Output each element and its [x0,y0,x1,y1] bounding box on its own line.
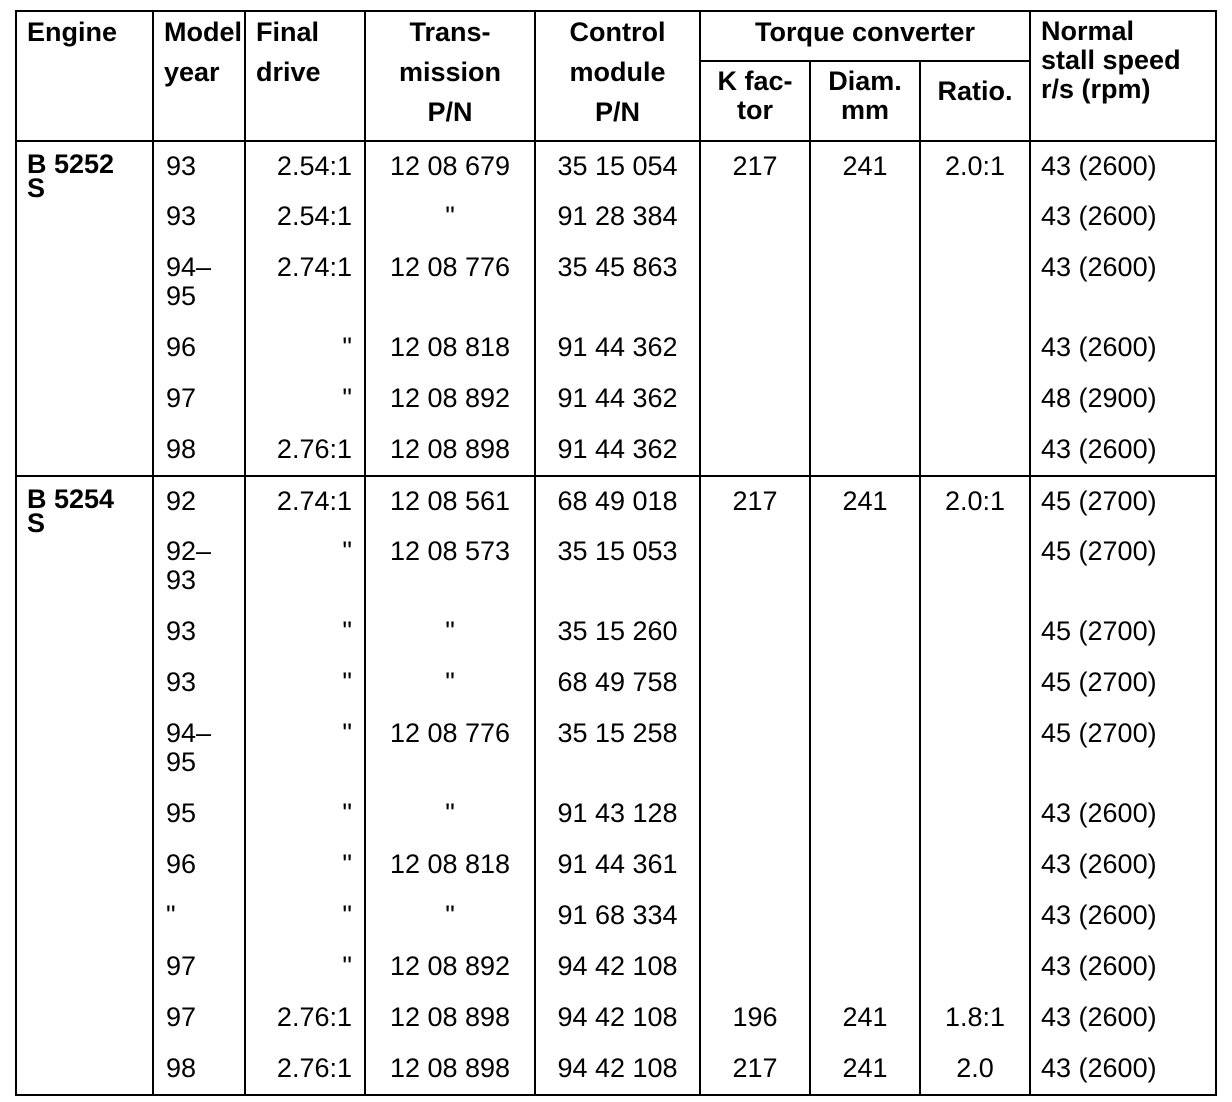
cell-final-drive: 2.74:1 [245,243,365,323]
cell-stall-speed: 43 (2600) [1030,141,1216,192]
cell-k-factor: 196 [700,993,810,1044]
cell-model-year: 97 [153,942,245,993]
table-row [16,942,1216,993]
header-diameter-line-1: Diam. [828,66,902,96]
cell-diameter [810,789,920,840]
table-row [16,527,1216,607]
cell-k-factor [700,709,810,789]
header-final-drive-line-2: drive [256,57,321,87]
cell-model-year-line: 94– [166,252,212,282]
cell-final-drive: 2.76:1 [245,993,365,1044]
table-row [16,243,1216,323]
cell-final-drive: 2.54:1 [245,192,365,243]
header-control-module-line-2: module [569,57,666,87]
cell-transmission: " [365,891,535,942]
cell-transmission: 12 08 898 [365,1044,535,1095]
cell-final-drive: " [245,789,365,840]
cell-stall-speed: 43 (2600) [1030,425,1216,476]
cell-k-factor [700,789,810,840]
header-diameter-line-2: mm [840,95,889,125]
cell-final-drive: " [245,374,365,425]
cell-transmission: 12 08 898 [365,993,535,1044]
cell-model-year-line: 92– [166,536,212,566]
cell-control-module: 91 28 384 [535,192,700,243]
cell-diameter [810,527,920,607]
cell-model-year: 93 [153,607,245,658]
cell-diameter [810,709,920,789]
cell-control-module: 94 42 108 [535,942,700,993]
cell-transmission: 12 08 892 [365,374,535,425]
cell-transmission: " [365,789,535,840]
table-row [16,192,1216,243]
cell-control-module: 91 43 128 [535,789,700,840]
cell-control-module: 91 68 334 [535,891,700,942]
header-control-module [535,11,700,141]
cell-diameter: 241 [810,993,920,1044]
header-stall-speed-line-1: Normal [1041,16,1135,46]
cell-final-drive: " [245,891,365,942]
header-k-factor [700,61,810,141]
cell-ratio: 2.0:1 [920,141,1030,192]
cell-model-year: 97 [153,993,245,1044]
cell-model-year-line: 95 [166,281,197,311]
cell-stall-speed: 43 (2600) [1030,323,1216,374]
cell-ratio [920,527,1030,607]
cell-ratio: 2.0:1 [920,476,1030,527]
cell-ratio [920,709,1030,789]
cell-k-factor [700,891,810,942]
cell-control-module: 35 45 863 [535,243,700,323]
header-stall-speed-line-2: stall speed [1041,45,1181,75]
cell-final-drive: " [245,840,365,891]
header-transmission [365,11,535,141]
header-model-year-line-1: Model [164,17,242,47]
cell-model-year [153,243,245,323]
header-k-factor-line-2: tor [737,95,773,125]
cell-control-module: 94 42 108 [535,1044,700,1095]
cell-stall-speed: 43 (2600) [1030,891,1216,942]
cell-diameter [810,243,920,323]
cell-ratio: 1.8:1 [920,993,1030,1044]
cell-diameter [810,192,920,243]
cell-model-year: 93 [153,141,245,192]
cell-transmission: 12 08 561 [365,476,535,527]
header-engine-label: Engine [27,17,118,47]
cell-k-factor [700,323,810,374]
cell-k-factor [700,840,810,891]
engine-label-line: S [27,508,46,538]
cell-k-factor [700,942,810,993]
cell-diameter [810,658,920,709]
cell-ratio [920,840,1030,891]
cell-model-year: 93 [153,658,245,709]
cell-ratio [920,789,1030,840]
cell-diameter: 241 [810,141,920,192]
header-stall-speed-line-3: r/s (rpm) [1041,74,1151,104]
cell-ratio [920,942,1030,993]
cell-final-drive: 2.76:1 [245,1044,365,1095]
cell-diameter [810,840,920,891]
cell-final-drive: 2.76:1 [245,425,365,476]
cell-stall-speed: 45 (2700) [1030,607,1216,658]
cell-final-drive: " [245,709,365,789]
cell-model-year: 96 [153,840,245,891]
transmission-spec-table [15,10,1217,1096]
cell-model-year-line: 93 [166,565,197,595]
cell-model-year: 93 [153,192,245,243]
cell-k-factor [700,527,810,607]
cell-diameter [810,323,920,374]
header-torque-converter [700,11,1030,61]
cell-transmission: 12 08 818 [365,323,535,374]
cell-model-year: 98 [153,425,245,476]
cell-control-module: 35 15 054 [535,141,700,192]
cell-stall-speed: 43 (2600) [1030,993,1216,1044]
cell-final-drive: " [245,607,365,658]
table-row [16,840,1216,891]
cell-ratio [920,658,1030,709]
header-control-module-line-1: Control [569,17,666,47]
cell-diameter [810,891,920,942]
header-transmission-line-1: Trans- [409,17,491,47]
cell-ratio: 2.0 [920,1044,1030,1095]
cell-final-drive: 2.74:1 [245,476,365,527]
cell-diameter [810,374,920,425]
cell-ratio [920,374,1030,425]
cell-diameter [810,607,920,658]
cell-transmission: " [365,192,535,243]
cell-final-drive: 2.54:1 [245,141,365,192]
cell-control-module: 35 15 258 [535,709,700,789]
cell-ratio [920,323,1030,374]
table-row [16,141,1216,192]
cell-control-module: 91 44 362 [535,374,700,425]
cell-stall-speed: 45 (2700) [1030,709,1216,789]
cell-model-year: 96 [153,323,245,374]
cell-control-module: 91 44 362 [535,323,700,374]
header-transmission-line-3: P/N [427,97,473,127]
cell-k-factor [700,607,810,658]
table-row [16,658,1216,709]
header-k-factor-line-1: K fac- [717,66,793,96]
cell-final-drive: " [245,658,365,709]
cell-control-module: 68 49 758 [535,658,700,709]
cell-model-year: 95 [153,789,245,840]
cell-transmission: " [365,658,535,709]
cell-transmission: 12 08 892 [365,942,535,993]
header-final-drive [245,11,365,141]
table-row [16,607,1216,658]
cell-engine [16,141,153,476]
cell-transmission: 12 08 776 [365,243,535,323]
cell-stall-speed: 45 (2700) [1030,527,1216,607]
header-ratio [920,61,1030,141]
cell-final-drive: " [245,527,365,607]
cell-transmission: 12 08 573 [365,527,535,607]
table-row [16,891,1216,942]
cell-final-drive: " [245,942,365,993]
cell-transmission: " [365,607,535,658]
cell-control-module: 68 49 018 [535,476,700,527]
engine-label-line: B 5252 [27,149,115,179]
header-engine [16,11,153,141]
cell-stall-speed: 43 (2600) [1030,840,1216,891]
header-diameter [810,61,920,141]
cell-control-module: 94 42 108 [535,993,700,1044]
cell-control-module: 35 15 260 [535,607,700,658]
cell-stall-speed: 48 (2900) [1030,374,1216,425]
header-ratio-label: Ratio. [937,76,1013,106]
engine-label-line: S [27,173,46,203]
header-control-module-line-3: P/N [594,97,640,127]
cell-transmission: 12 08 818 [365,840,535,891]
cell-model-year-line: 94– [166,718,212,748]
cell-k-factor [700,374,810,425]
cell-k-factor [700,425,810,476]
engine-label-line: B 5254 [27,484,115,514]
cell-model-year [153,709,245,789]
table-body [16,141,1216,1095]
cell-ratio [920,425,1030,476]
cell-stall-speed: 43 (2600) [1030,789,1216,840]
cell-final-drive: " [245,323,365,374]
cell-k-factor: 217 [700,141,810,192]
cell-ratio [920,192,1030,243]
cell-stall-speed: 43 (2600) [1030,1044,1216,1095]
table-row [16,789,1216,840]
cell-diameter [810,942,920,993]
header-torque-converter-label: Torque converter [754,17,976,47]
cell-k-factor: 217 [700,476,810,527]
cell-model-year-line: 95 [166,747,197,777]
cell-stall-speed: 43 (2600) [1030,243,1216,323]
cell-model-year: 92 [153,476,245,527]
table-row [16,476,1216,527]
cell-diameter [810,425,920,476]
header-stall-speed [1030,11,1216,141]
cell-control-module: 91 44 362 [535,425,700,476]
table-row [16,323,1216,374]
header-model-year-line-2: year [164,57,220,87]
cell-ratio [920,891,1030,942]
table-row [16,1044,1216,1095]
table-row [16,425,1216,476]
cell-k-factor [700,658,810,709]
cell-model-year: 98 [153,1044,245,1095]
cell-diameter: 241 [810,1044,920,1095]
cell-k-factor [700,192,810,243]
cell-transmission: 12 08 898 [365,425,535,476]
cell-ratio [920,243,1030,323]
cell-control-module: 91 44 361 [535,840,700,891]
cell-engine [16,476,153,1095]
cell-model-year [153,527,245,607]
cell-stall-speed: 43 (2600) [1030,192,1216,243]
table-row [16,374,1216,425]
cell-model-year: " [153,891,245,942]
header-final-drive-line-1: Final [256,17,320,47]
table-row [16,993,1216,1044]
table-row [16,709,1216,789]
cell-transmission: 12 08 776 [365,709,535,789]
header-model-year [153,11,245,141]
cell-model-year: 97 [153,374,245,425]
cell-stall-speed: 45 (2700) [1030,658,1216,709]
cell-transmission: 12 08 679 [365,141,535,192]
cell-k-factor: 217 [700,1044,810,1095]
cell-ratio [920,607,1030,658]
cell-control-module: 35 15 053 [535,527,700,607]
cell-diameter: 241 [810,476,920,527]
cell-stall-speed: 45 (2700) [1030,476,1216,527]
cell-stall-speed: 43 (2600) [1030,942,1216,993]
cell-k-factor [700,243,810,323]
header-transmission-line-2: mission [398,57,502,87]
